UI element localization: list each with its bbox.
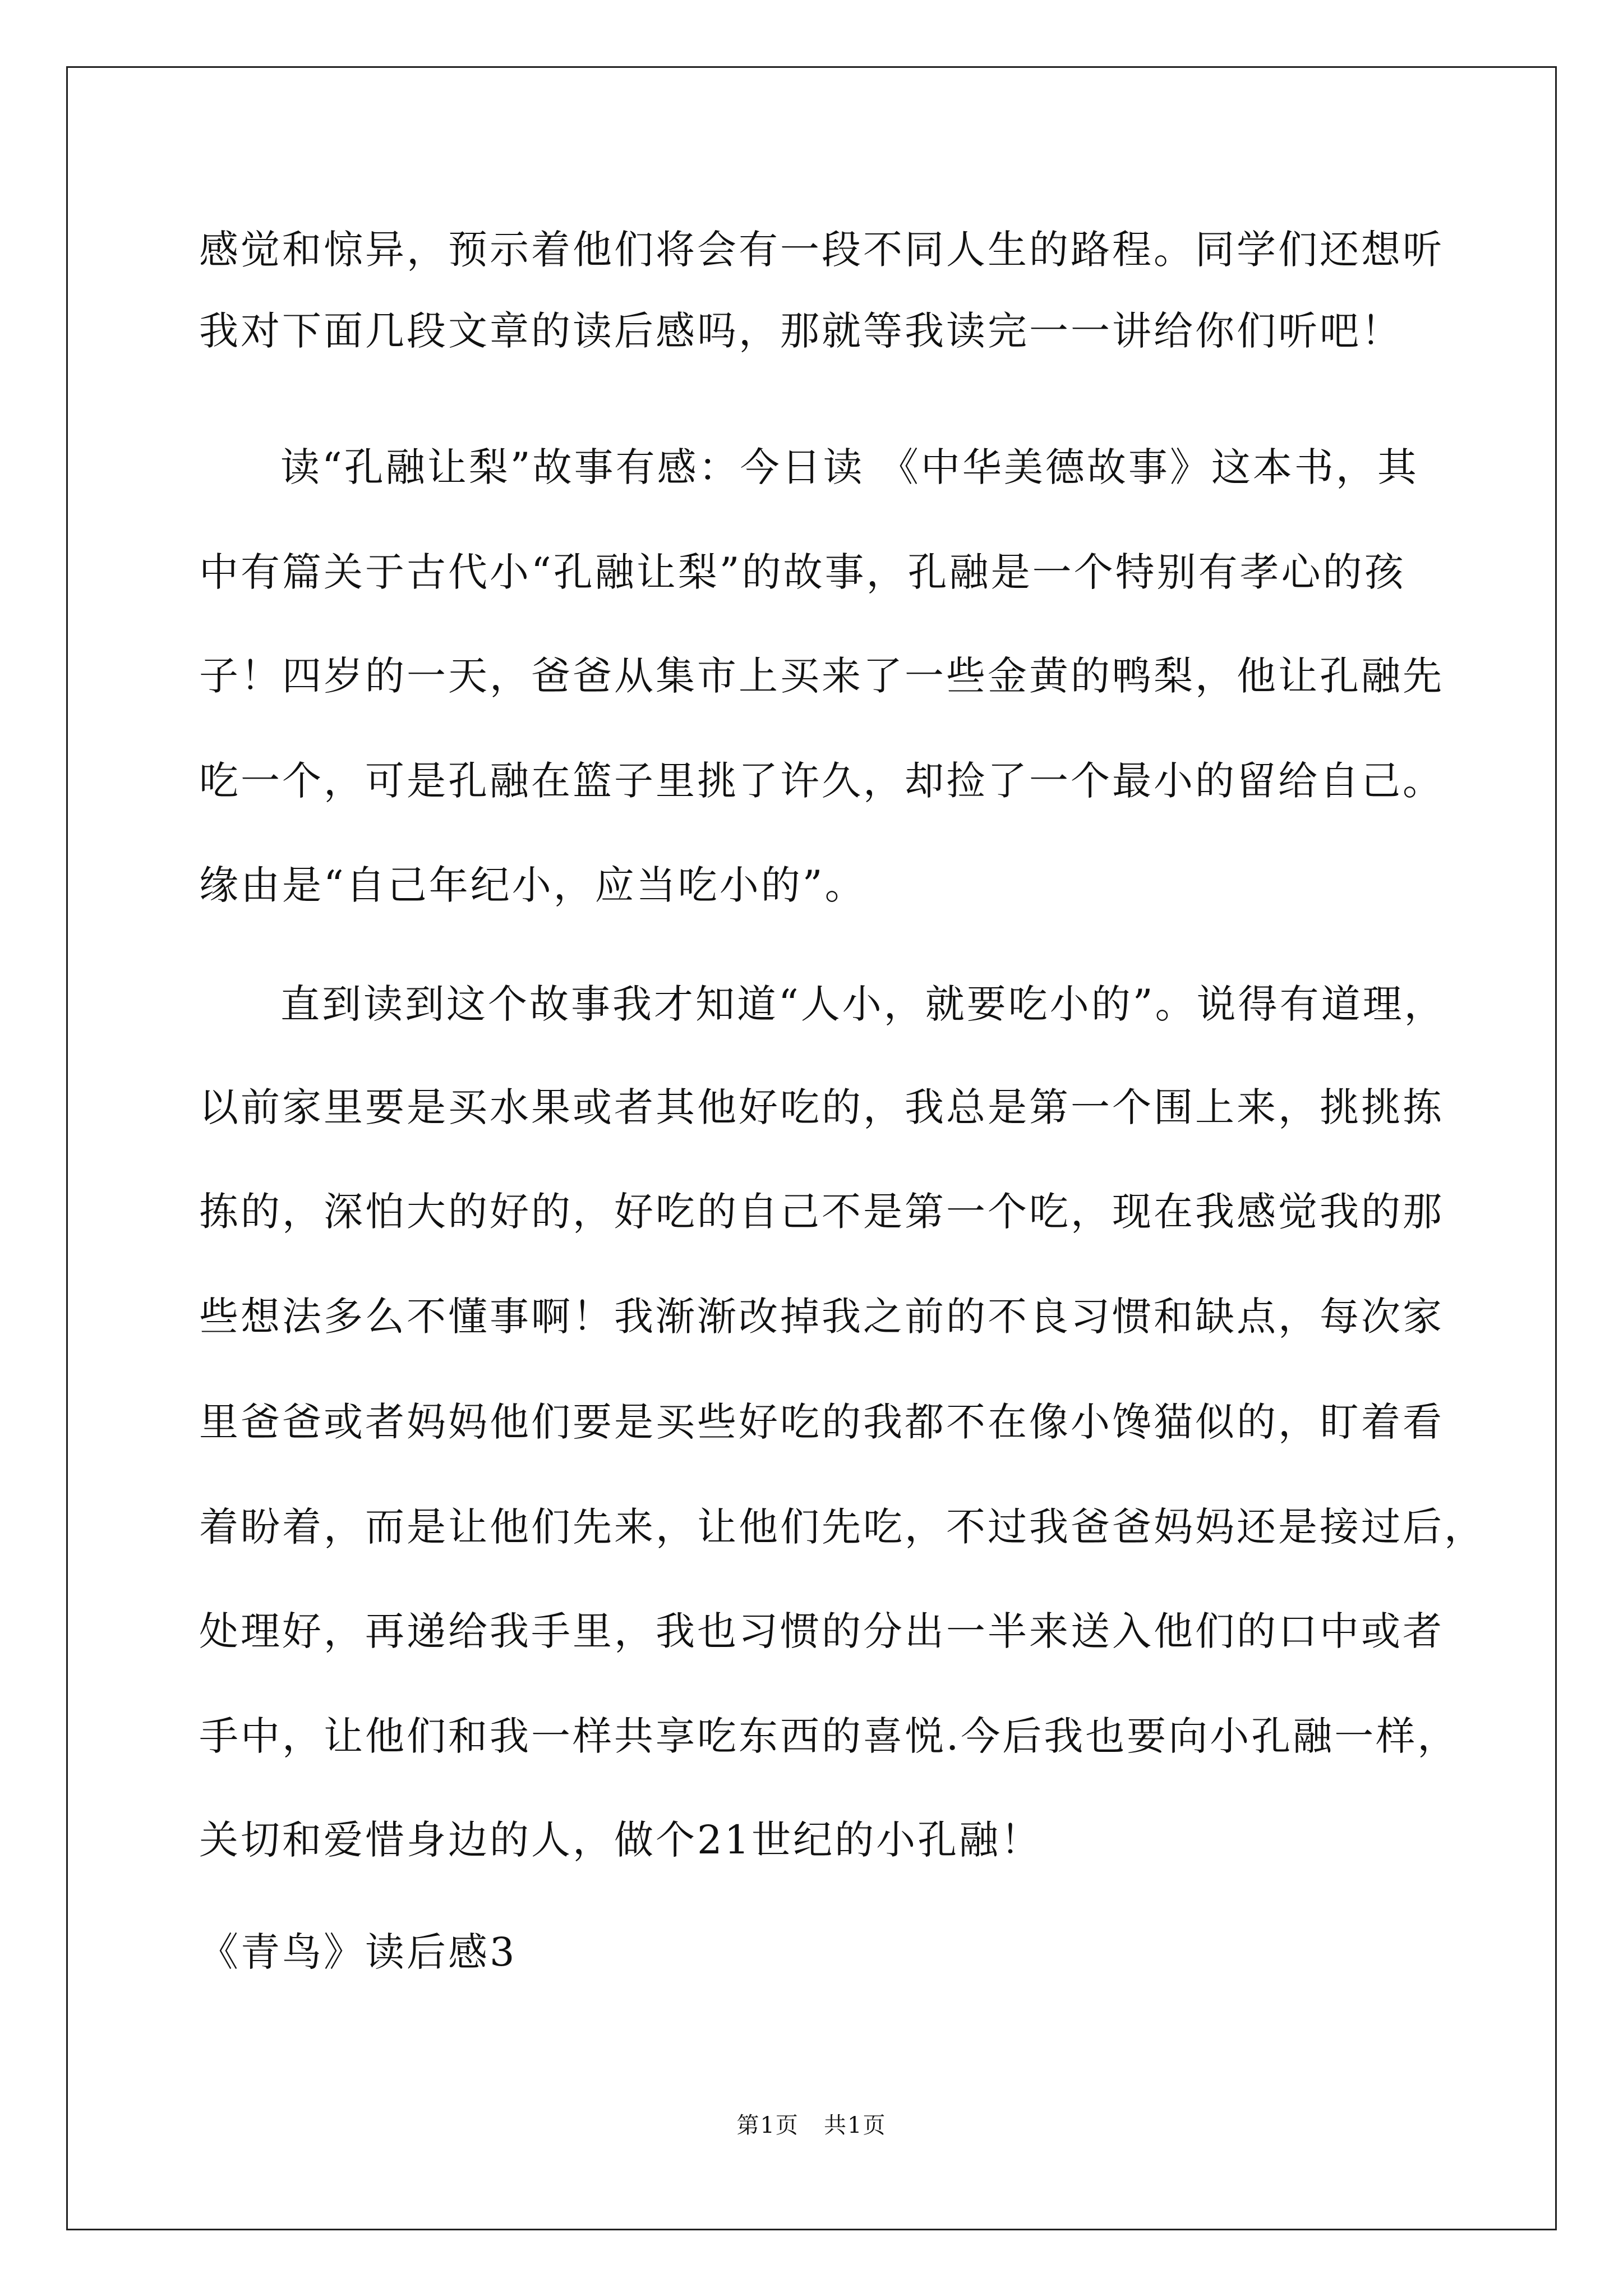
- text-line: 手中，让他们和我一样共享吃东西的喜悦.今后我也要向小孔融一样，: [199, 1713, 1459, 1759]
- text-line: 我对下面几段文章的读后感吗，那就等我读完一一讲给你们听吧！: [199, 308, 1403, 354]
- text-line: 感觉和惊异，预示着他们将会有一段不同人生的路程。同学们还想听: [199, 227, 1444, 273]
- text-line: 拣的，深怕大的好的，好吃的自己不是第一个吃，现在我感觉我的那: [199, 1189, 1444, 1235]
- text-line: 处理好，再递给我手里，我也习惯的分出一半来送入他们的口中或者: [199, 1608, 1444, 1654]
- text-line: 些想法多么不懂事啊！我渐渐改掉我之前的不良习惯和缺点，每次家: [199, 1294, 1444, 1340]
- text-line: 着盼着，而是让他们先来，让他们先吃，不过我爸爸妈妈还是接过后，: [199, 1504, 1486, 1550]
- text-line: 吃一个，可是孔融在篮子里挑了许久，却捡了一个最小的留给自己。: [199, 758, 1444, 804]
- paragraph-start-line: 读“孔融让梨”故事有感：今日读 《中华美德故事》这本书，其: [280, 444, 1419, 490]
- section-heading: 《青鸟》读后感3: [199, 1929, 517, 1975]
- page-border: [66, 66, 1557, 2230]
- text-line: 缘由是“自己年纪小，应当吃小的”。: [199, 862, 866, 908]
- page-footer: 第1页 共1页: [736, 2113, 887, 2138]
- text-line: 以前家里要是买水果或者其他好吃的，我总是第一个围上来，挑挑拣: [199, 1084, 1444, 1130]
- text-line: 子！四岁的一天，爸爸从集市上买来了一些金黄的鸭梨，他让孔融先: [199, 653, 1444, 699]
- text-line: 关切和爱惜身边的人，做个21世纪的小孔融！: [199, 1817, 1043, 1863]
- text-line: 里爸爸或者妈妈他们要是买些好吃的我都不在像小馋猫似的，盯着看: [199, 1399, 1444, 1445]
- paragraph-start-line: 直到读到这个故事我才知道“人小，就要吃小的”。说得有道理，: [280, 981, 1446, 1027]
- text-line: 中有篇关于古代小“孔融让梨”的故事，孔融是一个特别有孝心的孩: [199, 549, 1406, 595]
